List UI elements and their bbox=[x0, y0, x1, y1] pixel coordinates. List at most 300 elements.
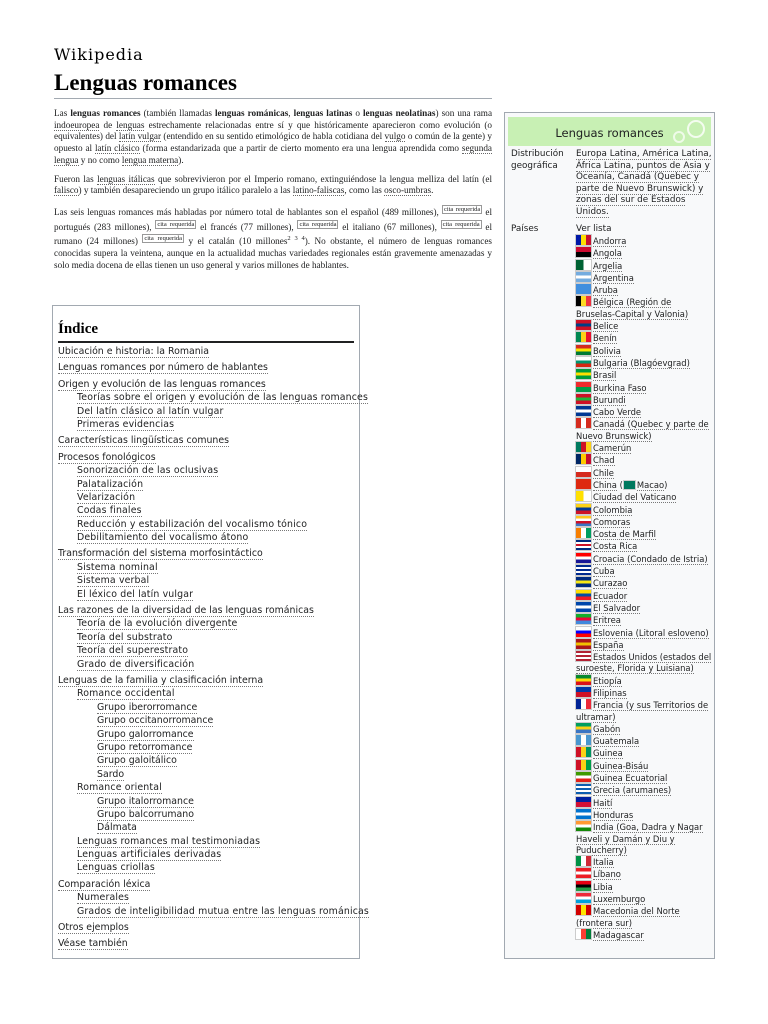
toc-item[interactable] bbox=[58, 675, 356, 688]
flag-icon bbox=[576, 247, 591, 257]
toc-item[interactable] bbox=[77, 419, 356, 432]
text-run: ). No obstante, el número de lenguas romances conocidas supera la veintena, aunque en la actualidad muchas variedades regionales están gravemente amenazadas y solo media docena de ellas tienen un uso general y varios millones de hablantes. bbox=[54, 236, 492, 270]
text-run: estrechamente relacionadas entre sí y que históricamente aparecieron como evolución (o equivalentes) del bbox=[54, 119, 492, 142]
country-item bbox=[576, 565, 712, 577]
country-item bbox=[576, 467, 712, 479]
toc-item-label: Sardo bbox=[97, 768, 125, 780]
toc-item[interactable] bbox=[77, 505, 356, 518]
flag-icon bbox=[576, 809, 591, 819]
reference-superscript[interactable]: 2 3 4 bbox=[287, 235, 305, 243]
toc-item-label: Dálmata bbox=[97, 822, 137, 834]
country-link[interactable]: El Salvador bbox=[593, 602, 641, 613]
country-link[interactable]: Comoras bbox=[593, 516, 631, 527]
countries-list bbox=[576, 235, 712, 941]
distribution-link[interactable]: Europa Latina, América Latina, África Latina, puntos de Asia y Oceanía, Canadá (Quebec y parte de Nuevo Brunswick) y zonas del sur de Estados Unidos. bbox=[576, 149, 712, 217]
flag-icon bbox=[576, 627, 591, 637]
toc-item[interactable] bbox=[77, 892, 356, 905]
country-item bbox=[576, 735, 712, 747]
toc-item[interactable] bbox=[58, 922, 356, 935]
country-item bbox=[576, 235, 712, 247]
toc-item-label: Grupo iberorromance bbox=[97, 701, 198, 713]
country-link[interactable]: Guinea-Bisáu bbox=[593, 760, 649, 771]
country-item bbox=[576, 442, 712, 454]
citation-needed-tag[interactable]: cita requerida bbox=[144, 235, 183, 243]
flag-icon bbox=[576, 467, 591, 477]
toc-item-label: Del latín clásico al latín vulgar bbox=[77, 405, 224, 417]
country-item bbox=[576, 627, 712, 639]
flag-icon bbox=[576, 528, 591, 538]
flag-icon bbox=[576, 284, 591, 294]
country-item bbox=[576, 723, 712, 735]
toc-item-label: Origen y evolución de las lenguas romances bbox=[58, 378, 266, 390]
toc-item[interactable] bbox=[97, 715, 356, 728]
text-run: de bbox=[99, 119, 117, 130]
toc-item-label: Lenguas de la familia y clasificación interna bbox=[58, 674, 264, 686]
flag-icon bbox=[576, 577, 591, 587]
toc-item-label: Lenguas romances por número de hablantes bbox=[58, 362, 268, 374]
flag-icon bbox=[576, 504, 591, 514]
country-link[interactable]: Bélgica (Región de Bruselas-Capital y Valonia) bbox=[576, 297, 689, 319]
country-link[interactable]: Belice bbox=[593, 321, 619, 332]
flag-icon bbox=[576, 651, 591, 661]
country-link[interactable]: Angola bbox=[593, 248, 622, 259]
toc-item[interactable] bbox=[77, 406, 356, 419]
country-item bbox=[576, 929, 712, 941]
header-decoration-icon bbox=[673, 131, 685, 143]
distribution-label: Distribución geográfica bbox=[511, 149, 564, 171]
country-item bbox=[576, 577, 712, 589]
country-item bbox=[576, 687, 712, 699]
toc-item[interactable] bbox=[77, 862, 356, 875]
flag-icon bbox=[576, 332, 591, 342]
toc-item-label: Numerales bbox=[77, 892, 130, 904]
distribution-value bbox=[576, 149, 712, 219]
toc-item-label: Velarización bbox=[77, 491, 136, 503]
inline-link[interactable]: segunda lengua bbox=[54, 143, 492, 165]
flag-icon bbox=[576, 699, 591, 709]
country-item bbox=[576, 553, 712, 565]
inline-link[interactable]: lenguas bbox=[116, 119, 145, 130]
country-item bbox=[576, 296, 712, 320]
country-item bbox=[576, 284, 712, 296]
bold-term: lenguas romances bbox=[70, 108, 141, 118]
toc-item-label: Grupo galoitálico bbox=[97, 755, 177, 767]
toc-item[interactable] bbox=[77, 688, 356, 701]
flag-icon bbox=[576, 491, 591, 501]
flag-icon bbox=[576, 260, 591, 270]
toc-item-label: Teoría del superestrato bbox=[77, 645, 189, 657]
country-item bbox=[576, 394, 712, 406]
toc-item-label: Palatalización bbox=[77, 478, 144, 490]
country-item bbox=[576, 590, 712, 602]
toc-item[interactable] bbox=[77, 632, 356, 645]
country-item bbox=[576, 369, 712, 381]
flag-icon bbox=[576, 540, 591, 550]
toc-item-label: Otros ejemplos bbox=[58, 922, 129, 934]
country-link[interactable]: Eslovenia (Litoral esloveno) bbox=[593, 627, 709, 638]
toc-item[interactable] bbox=[58, 452, 356, 465]
country-link[interactable]: Costa Rica bbox=[593, 541, 638, 552]
flag-icon bbox=[576, 357, 591, 367]
country-item bbox=[576, 797, 712, 809]
flag-icon bbox=[576, 553, 591, 563]
text-run: (también llamadas bbox=[140, 108, 215, 118]
country-link[interactable]: Francia (y sus Territorios de ultramar) bbox=[576, 700, 709, 722]
toc-item[interactable] bbox=[77, 782, 356, 795]
lead-paragraph-1 bbox=[54, 108, 492, 167]
inline-link[interactable]: vulgo bbox=[384, 131, 406, 142]
country-link[interactable]: Croacia (Condado de Istria) bbox=[593, 553, 708, 564]
flag-icon bbox=[576, 772, 591, 782]
toc-divider bbox=[58, 341, 354, 343]
toc-item[interactable] bbox=[97, 702, 356, 715]
text-run: Las seis lenguas romances más habladas por número total de hablantes son el español (489 millones), bbox=[54, 206, 442, 217]
inline-link[interactable]: latín clásico bbox=[94, 143, 140, 154]
flag-icon bbox=[576, 856, 591, 866]
country-item bbox=[576, 272, 712, 284]
text-run: Fueron las bbox=[54, 173, 98, 184]
text-run: ). bbox=[178, 154, 184, 165]
inline-link[interactable]: falisco bbox=[54, 185, 79, 196]
toc-item-label: Ubicación e historia: la Romania bbox=[58, 346, 209, 357]
toc-item-label: Grupo galorromance bbox=[97, 728, 194, 740]
country-link[interactable]: Cuba bbox=[593, 566, 615, 577]
flag-icon bbox=[576, 565, 591, 575]
country-item bbox=[576, 332, 712, 344]
table-of-contents bbox=[52, 305, 369, 959]
toc-item-label: Sistema nominal bbox=[77, 561, 158, 573]
toc-item[interactable] bbox=[97, 755, 356, 768]
country-item: China ( Macao) bbox=[576, 479, 712, 491]
flag-icon bbox=[576, 723, 591, 733]
toc-item[interactable] bbox=[77, 392, 368, 405]
flag-icon bbox=[576, 639, 591, 649]
country-item bbox=[576, 868, 712, 880]
country-item bbox=[576, 528, 712, 540]
bold-term: lenguas neolatinas bbox=[363, 108, 436, 118]
text-run: el italiano (67 millones), bbox=[338, 221, 441, 232]
country-link[interactable]: Guinea bbox=[593, 748, 623, 759]
toc-item-label: Sistema verbal bbox=[77, 575, 150, 587]
toc-item-label: Teoría de la evolución divergente bbox=[77, 618, 238, 630]
toc-item[interactable] bbox=[97, 729, 356, 742]
toc-item[interactable] bbox=[77, 836, 356, 849]
text-run: el francés (77 millones), bbox=[196, 221, 298, 232]
flag-icon bbox=[576, 868, 591, 878]
country-link[interactable]: Ciudad del Vaticano bbox=[593, 492, 677, 503]
country-item bbox=[576, 454, 712, 466]
toc-item[interactable] bbox=[97, 822, 356, 835]
country-item bbox=[576, 675, 712, 687]
country-item bbox=[576, 893, 712, 905]
text-run: ) y también desapareciendo un grupo itálico paralelo a las bbox=[78, 185, 293, 196]
flag-icon bbox=[576, 614, 591, 624]
toc-item[interactable] bbox=[97, 796, 356, 809]
country-item bbox=[576, 905, 712, 929]
country-item bbox=[576, 491, 712, 503]
flag-icon bbox=[576, 784, 591, 794]
text-run: , como las bbox=[344, 185, 385, 196]
flag-icon bbox=[576, 760, 591, 770]
inline-link[interactable]: latín vulgar bbox=[118, 131, 162, 142]
toc-item[interactable] bbox=[77, 465, 356, 478]
toc-item[interactable] bbox=[97, 769, 356, 782]
country-item bbox=[576, 809, 712, 821]
flag-icon bbox=[576, 272, 591, 282]
country-link[interactable]: Guatemala bbox=[593, 736, 640, 747]
country-link[interactable]: Cabo Verde bbox=[593, 407, 642, 418]
country-link[interactable]: Canadá (Quebec y parte de Nuevo Brunswick) bbox=[576, 419, 709, 441]
flag-icon bbox=[576, 821, 591, 831]
country-link[interactable]: Luxemburgo bbox=[593, 894, 646, 905]
text-run: Las bbox=[54, 108, 71, 118]
country-link[interactable]: Argentina bbox=[593, 272, 634, 283]
country-link[interactable]: Guinea Ecuatorial bbox=[593, 773, 668, 784]
toc-item[interactable] bbox=[58, 379, 356, 392]
toc-item-label: Grupo occitanorromance bbox=[97, 715, 214, 727]
country-item bbox=[576, 382, 712, 394]
text-run: el portugués (283 millones), bbox=[54, 206, 492, 232]
country-link[interactable]: España bbox=[593, 639, 624, 650]
citation-needed-tag[interactable]: cita requerida bbox=[442, 220, 480, 228]
toc-item-label: Lenguas artificiales derivadas bbox=[77, 849, 222, 861]
flag-icon bbox=[576, 893, 591, 903]
infobox-header bbox=[508, 117, 711, 146]
text-run: , bbox=[288, 108, 294, 118]
country-link[interactable]: Costa de Marfil bbox=[593, 529, 656, 540]
inline-link[interactable]: latino-faliscas bbox=[292, 185, 345, 196]
toc-item[interactable] bbox=[77, 905, 369, 919]
toc-item-label: Grupo retorromance bbox=[97, 741, 193, 753]
toc-item-label: Procesos fonológicos bbox=[58, 451, 156, 463]
toc-item-label: Grupo balcorrumano bbox=[97, 808, 194, 820]
country-item bbox=[576, 357, 712, 369]
country-link[interactable]: Camerún bbox=[593, 443, 632, 454]
country-item bbox=[576, 418, 712, 442]
toc-item-label: Codas finales bbox=[77, 505, 142, 517]
country-item bbox=[576, 760, 712, 772]
country-item bbox=[576, 540, 712, 552]
flag-icon bbox=[576, 345, 591, 355]
toc-item[interactable] bbox=[77, 562, 356, 575]
text-run: o bbox=[352, 108, 363, 118]
text-run: el rumano (24 millones) bbox=[54, 221, 493, 247]
country-item bbox=[576, 699, 712, 723]
country-link[interactable]: Macedonia del Norte (frontera sur) bbox=[576, 906, 680, 928]
country-link[interactable]: Madagascar bbox=[593, 929, 644, 940]
toc-item[interactable] bbox=[58, 548, 356, 561]
toc-title: Índice bbox=[58, 321, 99, 337]
toc-item-label: Las razones de la diversidad de las lenguas románicas bbox=[58, 605, 314, 617]
toc-list bbox=[58, 346, 369, 952]
toc-item-label: Comparación léxica bbox=[58, 878, 151, 890]
country-link[interactable]: Italia bbox=[593, 857, 614, 868]
country-link[interactable]: Andorra bbox=[593, 236, 627, 246]
flag-icon bbox=[576, 369, 591, 379]
country-link[interactable]: Argelia bbox=[593, 260, 623, 271]
citation-needed-tag[interactable]: cita requerida bbox=[157, 220, 195, 228]
lead-paragraph-3 bbox=[54, 204, 492, 272]
flag-icon bbox=[576, 590, 591, 600]
toc-item-label: Teoría del substrato bbox=[77, 631, 173, 643]
toc-item[interactable] bbox=[77, 618, 356, 631]
text-run: ) son una rama bbox=[435, 108, 493, 118]
flag-icon bbox=[576, 735, 591, 745]
text-run: y no como bbox=[78, 154, 122, 165]
text-run: (entendido en su sentido etimológico de habla cotidiana del bbox=[161, 131, 385, 142]
bold-term: lenguas románicas bbox=[214, 108, 289, 118]
country-item bbox=[576, 821, 712, 856]
flag-icon bbox=[576, 516, 591, 526]
flag-icon bbox=[624, 481, 635, 489]
country-link[interactable]: China bbox=[593, 479, 617, 490]
country-link[interactable]: Curazao bbox=[593, 578, 628, 589]
country-link[interactable]: India (Goa, Dadra y Nagar Haveli y Damán y Diu y Puducherry) bbox=[576, 822, 703, 855]
text-run: . bbox=[431, 185, 434, 196]
lead-paragraph-2 bbox=[54, 174, 492, 197]
country-link[interactable]: Eritrea bbox=[593, 615, 621, 626]
toc-item-label: Romance occidental bbox=[77, 688, 175, 700]
country-link[interactable]: Colombia bbox=[593, 504, 633, 515]
country-link[interactable]: Burkina Faso bbox=[593, 382, 647, 393]
toc-item-label: Sonorización de las oclusivas bbox=[77, 465, 219, 477]
country-link[interactable]: Haití bbox=[593, 797, 613, 808]
inline-link[interactable]: lenguas itálicas bbox=[97, 173, 155, 184]
toc-item[interactable] bbox=[77, 519, 356, 532]
countries-label: Países bbox=[511, 224, 539, 234]
toc-item-label: Véase también bbox=[58, 938, 128, 950]
countries-intro: Ver lista bbox=[576, 224, 612, 234]
toc-item[interactable] bbox=[97, 809, 356, 822]
bold-term: lenguas latinas bbox=[293, 108, 353, 118]
country-link[interactable]: Burundi bbox=[593, 394, 626, 405]
toc-item-label: Grado de diversificación bbox=[77, 658, 195, 670]
toc-item[interactable] bbox=[77, 849, 356, 862]
toc-item-label: Reducción y estabilización del vocalismo tónico bbox=[77, 518, 308, 530]
country-item bbox=[576, 784, 712, 796]
toc-item[interactable] bbox=[77, 492, 356, 505]
toc-item[interactable] bbox=[77, 532, 356, 545]
country-item bbox=[576, 260, 712, 272]
flag-icon bbox=[576, 394, 591, 404]
country-item bbox=[576, 602, 712, 614]
country-item bbox=[576, 406, 712, 418]
country-link[interactable]: Chad bbox=[593, 455, 615, 466]
flag-icon bbox=[576, 418, 591, 428]
citation-needed-tag[interactable]: cita requerida bbox=[443, 205, 481, 213]
wikipedia-wordmark[interactable]: Wikipedia bbox=[54, 45, 144, 64]
country-link[interactable]: Ecuador bbox=[593, 590, 628, 601]
flag-icon bbox=[576, 747, 591, 757]
toc-item-label: Debilitamiento del vocalismo átono bbox=[77, 532, 249, 544]
toc-item[interactable] bbox=[58, 362, 356, 375]
toc-item[interactable] bbox=[58, 435, 356, 448]
flag-icon bbox=[576, 406, 591, 416]
toc-item[interactable] bbox=[77, 645, 356, 658]
toc-item[interactable] bbox=[77, 589, 356, 602]
country-link[interactable]: Honduras bbox=[593, 809, 634, 820]
country-link[interactable]: Aruba bbox=[593, 285, 618, 296]
inline-link[interactable]: indoeuropea bbox=[54, 119, 100, 130]
country-link[interactable]: Líbano bbox=[593, 869, 621, 880]
flag-icon bbox=[576, 675, 591, 685]
flag-icon bbox=[576, 235, 591, 245]
toc-item-label: Romance oriental bbox=[77, 782, 162, 794]
text-run: (forma estandarizada que a partir de cierto momento era una lengua aprendida como bbox=[139, 143, 462, 154]
country-item bbox=[576, 772, 712, 784]
lead-section bbox=[54, 108, 492, 279]
toc-item[interactable] bbox=[77, 659, 356, 672]
flag-icon bbox=[576, 602, 591, 612]
country-link[interactable]: Filipinas bbox=[593, 687, 627, 698]
text-run: que sobrevivieron por el Imperio romano, extinguiéndose la lengua melliza del latín (el bbox=[154, 173, 492, 184]
country-item bbox=[576, 856, 712, 868]
toc-item-label: Grados de inteligibilidad mutua entre las lenguas románicas bbox=[77, 905, 369, 917]
toc-item-label: Características lingüísticas comunes bbox=[58, 435, 230, 447]
toc-item[interactable] bbox=[77, 479, 356, 492]
country-link[interactable]: Chile bbox=[593, 467, 614, 478]
flag-icon bbox=[576, 454, 591, 464]
flag-icon bbox=[576, 442, 591, 452]
inline-link[interactable]: lengua materna bbox=[121, 154, 179, 165]
country-item bbox=[576, 614, 712, 626]
toc-item[interactable] bbox=[58, 346, 356, 359]
inline-link[interactable]: osco-umbras bbox=[384, 185, 432, 196]
flag-icon bbox=[576, 929, 591, 939]
toc-item-label: Primeras evidencias bbox=[77, 418, 175, 430]
country-link[interactable]: Etiopía bbox=[593, 675, 622, 686]
country-link[interactable]: Macao bbox=[636, 479, 665, 490]
toc-item[interactable] bbox=[58, 879, 356, 892]
toc-item-label: Teorías sobre el origen y evolución de las lenguas romances bbox=[77, 392, 368, 404]
page-title: Lenguas romances bbox=[54, 70, 237, 95]
country-link[interactable]: Estados Unidos (estados del suroeste, Florida y Luisiana) bbox=[576, 652, 712, 674]
country-link[interactable]: Bolivia bbox=[593, 345, 621, 356]
country-item bbox=[576, 345, 712, 357]
country-link[interactable]: Libia bbox=[593, 881, 613, 892]
text-run: y el catalán (10 millones bbox=[184, 236, 288, 247]
toc-item[interactable] bbox=[97, 742, 356, 755]
flag-icon bbox=[576, 905, 591, 915]
flag-icon bbox=[576, 320, 591, 330]
country-link[interactable]: Gabón bbox=[593, 723, 621, 734]
country-link[interactable]: Brasil bbox=[593, 370, 617, 381]
flag-icon bbox=[576, 296, 591, 306]
country-item bbox=[576, 651, 712, 675]
country-item bbox=[576, 747, 712, 759]
country-item bbox=[576, 639, 712, 651]
country-link[interactable]: Bulgaria (Blagóevgrad) bbox=[593, 357, 690, 368]
citation-needed-tag[interactable]: cita requerida bbox=[299, 220, 337, 228]
toc-item[interactable] bbox=[77, 575, 356, 588]
country-item bbox=[576, 504, 712, 516]
country-link[interactable]: Grecia (arumanes) bbox=[593, 785, 672, 796]
infobox-title: Lenguas romances bbox=[555, 126, 664, 140]
text-run: o común de la gente) y opuesto al bbox=[54, 131, 492, 154]
country-link[interactable]: Benín bbox=[593, 333, 617, 344]
toc-item-label: Transformación del sistema morfosintáctico bbox=[58, 548, 263, 560]
flag-icon bbox=[576, 382, 591, 392]
flag-icon bbox=[576, 881, 591, 891]
toc-item-label: Lenguas romances mal testimoniadas bbox=[77, 835, 261, 847]
toc-item-label: El léxico del latín vulgar bbox=[77, 588, 194, 600]
toc-item[interactable] bbox=[58, 938, 356, 951]
flag-icon bbox=[576, 687, 591, 697]
toc-item[interactable] bbox=[58, 605, 356, 618]
flag-icon bbox=[576, 797, 591, 807]
country-item bbox=[576, 247, 712, 259]
toc-item-label: Grupo italorromance bbox=[97, 795, 194, 807]
